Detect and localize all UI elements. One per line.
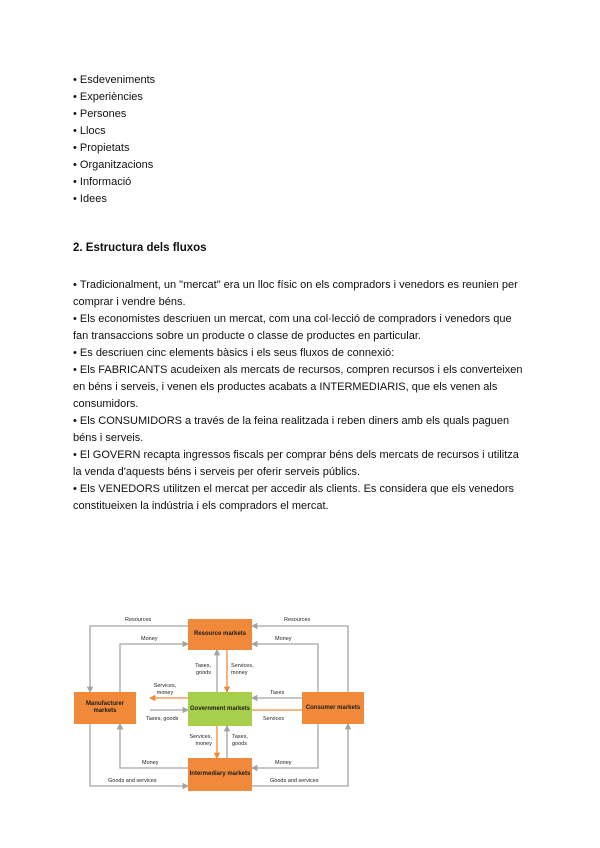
list-item: • Llocs	[73, 123, 155, 140]
section-body	[73, 277, 528, 515]
paragraph: • El GOVERN recapta ingressos fiscals per comprar béns dels mercats de recursos i utilitza la venda d'aquests béns i serveis per oferir serveis públics.	[73, 447, 528, 481]
label-money-top-left: Money	[141, 636, 158, 642]
paragraph: • Els CONSUMIDORS a través de la feina realitzada i reben diners amb els quals paguen béns i serveis.	[73, 413, 528, 447]
label-goods-services-right: Goods and services	[270, 778, 319, 784]
label-taxes-goods-left: Taxes, goods	[146, 716, 179, 722]
label-resources-left: Resources	[125, 617, 152, 623]
label-services-right: Services	[263, 716, 285, 722]
label-services-money-lower: Services, money	[189, 734, 212, 747]
list-item: • Experiències	[73, 89, 155, 106]
label-taxes-goods-upper: Taxes, goods	[195, 663, 211, 676]
label-services-money-upper: Services, money	[231, 663, 254, 676]
market-flow-diagram	[70, 612, 366, 798]
bullet-list	[73, 72, 155, 208]
label-goods-services-left: Goods and services	[108, 778, 157, 784]
paragraph: • Els economistes descriuen un mercat, com una col·lecció de compradors i venedors que fan transaccions sobre un producte o classe de productes en particular.	[73, 311, 528, 345]
label-taxes-goods-lower: Taxes, goods	[232, 734, 248, 747]
label-money-bottom-left: Money	[142, 760, 159, 766]
label-services-money-left: Services, money	[153, 683, 177, 696]
label-taxes-right: Taxes	[270, 690, 285, 696]
label-money-bottom-right: Money	[275, 760, 292, 766]
paragraph: • Es descriuen cinc elements bàsics i els seus fluxos de connexió:	[73, 345, 528, 362]
paragraph: • Tradicionalment, un "mercat" era un lloc físic on els compradors i venedors es reunien per comprar i vendre béns.	[73, 277, 528, 311]
manufacturer-markets-box: Manufacturer markets	[74, 692, 136, 724]
government-markets-box: Government markets	[188, 692, 252, 726]
intermediary-markets-box: Intermediary markets	[188, 758, 252, 791]
money-arrow-top-right	[252, 644, 318, 692]
section-heading: 2. Estructura dels fluxos	[73, 242, 207, 254]
label-money-top-right: Money	[275, 636, 292, 642]
list-item: • Organitzacions	[73, 157, 155, 174]
goods-services-arrow-left	[90, 724, 188, 786]
list-item: • Persones	[73, 106, 155, 123]
paragraph: • Els VENEDORS utilitzen el mercat per accedir als clients. Es considera que els venedors constitueixen la indústria i els compradors el mercat.	[73, 481, 528, 515]
paragraph: • Els FABRICANTS acudeixen als mercats de recursos, compren recursos i els converteixen en béns i serveis, i venen els productes acabats a INTERMEDIARIS, que els venen als consumidors.	[73, 362, 528, 413]
list-item: • Informació	[73, 174, 155, 191]
list-item: • Idees	[73, 191, 155, 208]
resources-arrow-right	[252, 626, 348, 692]
resource-markets-box: Resource markets	[188, 619, 252, 650]
label-resources-right: Resources	[284, 617, 311, 623]
list-item: • Esdeveniments	[73, 72, 155, 89]
list-item: • Propietats	[73, 140, 155, 157]
goods-services-arrow-right	[252, 724, 348, 786]
consumer-markets-box: Consumer markets	[302, 692, 364, 724]
